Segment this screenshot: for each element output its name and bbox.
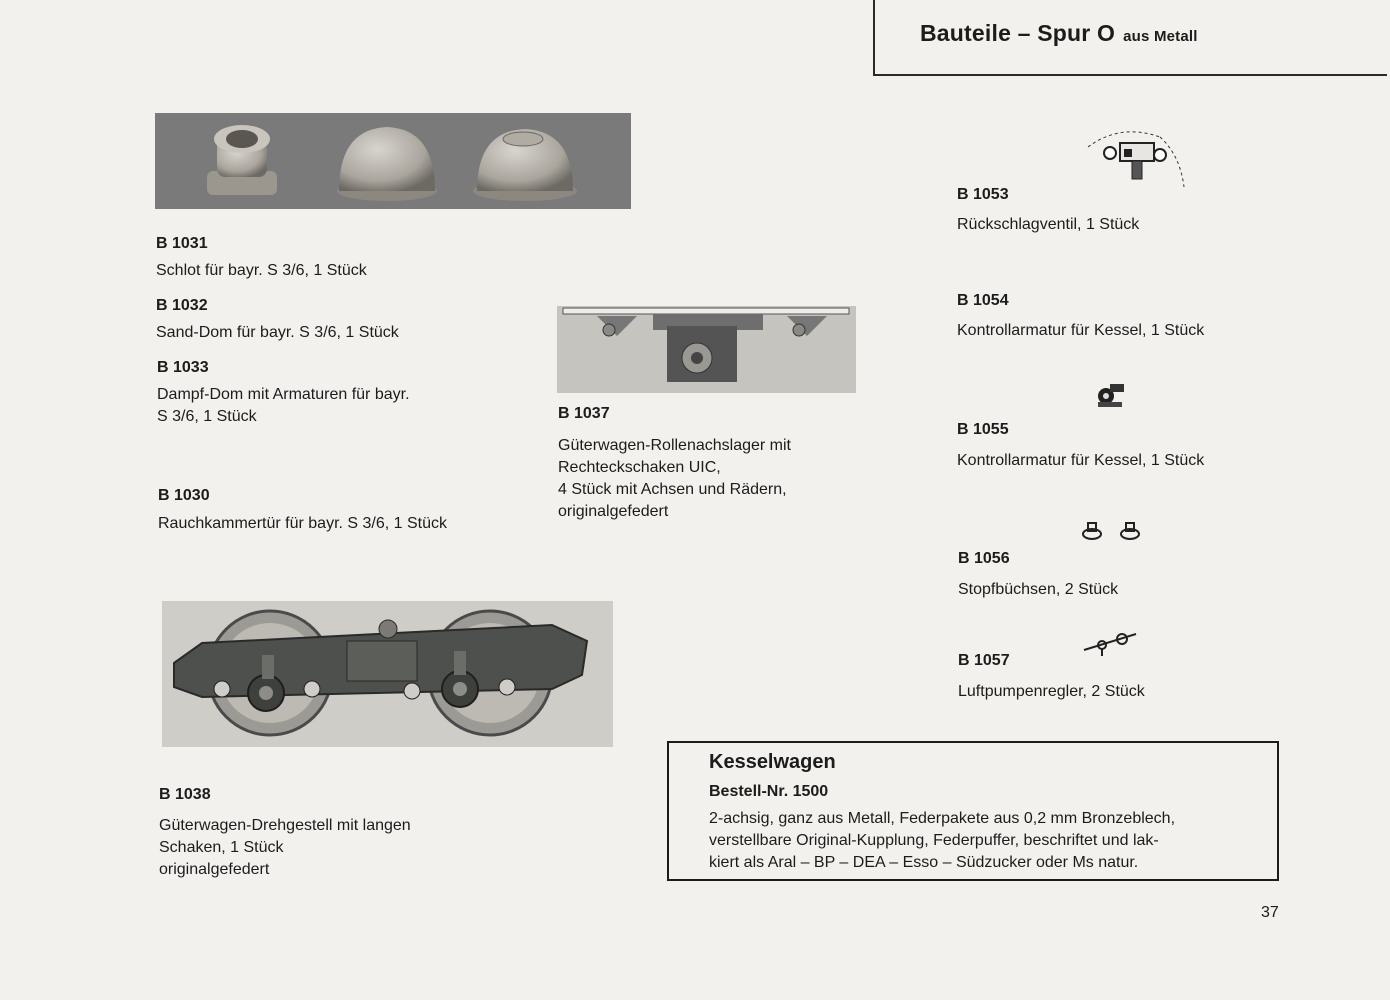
item-code-b1054: B 1054 [957,292,1009,309]
item-desc-b1057: Luftpumpenregler, 2 Stück [958,683,1145,700]
item-desc-b1037-line1: Güterwagen-Rollenachslager mit [558,437,791,454]
item-code-b1033: B 1033 [157,359,209,376]
item-desc-b1053: Rückschlagventil, 1 Stück [957,216,1140,233]
item-code-b1038: B 1038 [159,786,211,803]
item-code-b1031: B 1031 [156,235,208,252]
page-title-text: Bauteile – Spur O [920,20,1116,46]
kesselwagen-line-2: verstellbare Original-Kupplung, Federpuffer, beschriftet und lak- [709,832,1159,849]
check-valve-drawing [1080,125,1190,200]
item-code-b1030: B 1030 [158,487,210,504]
bogie-illustration [162,601,613,747]
item-code-b1057: B 1057 [958,652,1010,669]
item-desc-b1055: Kontrollarmatur für Kessel, 1 Stück [957,452,1205,469]
item-desc-b1037-line2: Rechteckschaken UIC, [558,459,721,476]
item-desc-b1037-line3: 4 Stück mit Achsen und Rädern, [558,481,787,498]
domes-illustration [155,113,631,209]
page-number: 37 [1261,904,1279,921]
item-desc-b1030: Rauchkammertür für bayr. S 3/6, 1 Stück [158,515,448,532]
item-desc-b1032: Sand-Dom für bayr. S 3/6, 1 Stück [156,324,399,341]
item-desc-b1054: Kontrollarmatur für Kessel, 1 Stück [957,322,1205,339]
item-desc-b1033-line2: S 3/6, 1 Stück [157,408,257,425]
gland-drawing [1080,520,1144,542]
kesselwagen-title: Kesselwagen [709,751,836,773]
item-desc-b1038-line2: Schaken, 1 Stück [159,839,284,856]
axle-bearing-illustration [557,306,856,393]
kesselwagen-description [709,808,1241,874]
control-fitting-drawing [1090,378,1130,412]
item-code-b1032: B 1032 [156,297,208,314]
item-code-b1056: B 1056 [958,550,1010,567]
kesselwagen-line-1: 2-achsig, ganz aus Metall, Federpakete aus 0,2 mm Bronzeblech, [709,810,1176,827]
bogie-photo [162,601,613,747]
item-desc-b1038-line1: Güterwagen-Drehgestell mit langen [159,817,411,834]
domes-photo [155,113,631,209]
item-code-b1053: B 1053 [957,186,1009,203]
item-desc-b1033-line1: Dampf-Dom mit Armaturen für bayr. [157,386,410,403]
air-pump-regulator-drawing [1080,628,1140,658]
page-title [920,20,1198,47]
item-desc-b1037-line4: originalgefedert [558,503,669,520]
item-desc-b1056: Stopfbüchsen, 2 Stück [958,581,1119,598]
item-code-b1055: B 1055 [957,421,1009,438]
item-code-b1037: B 1037 [558,405,610,422]
axle-bearing-photo [557,306,856,393]
item-desc-b1031: Schlot für bayr. S 3/6, 1 Stück [156,262,367,279]
kesselwagen-order-number: Bestell-Nr. 1500 [709,783,829,800]
kesselwagen-line-3: kiert als Aral – BP – DEA – Esso – Südzucker oder Ms natur. [709,854,1139,871]
item-desc-b1038-line3: originalgefedert [159,861,270,878]
page-subtitle: aus Metall [1123,28,1198,45]
